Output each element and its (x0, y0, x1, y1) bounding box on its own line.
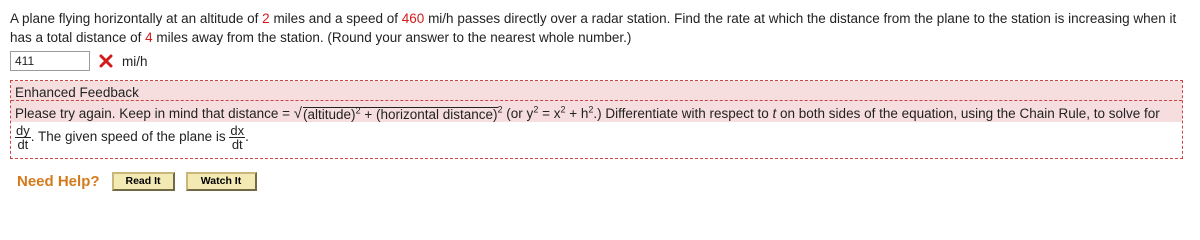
incorrect-x-icon (99, 54, 113, 68)
feedback-text: (altitude) (303, 107, 356, 122)
feedback-heading: Enhanced Feedback (11, 81, 1182, 101)
sqrt-icon: √ (293, 105, 303, 122)
read-it-button[interactable]: Read It (112, 172, 175, 191)
exponent: 2 (533, 104, 539, 115)
question-part: miles and a speed of (269, 11, 402, 26)
feedback-text: = x (538, 106, 561, 121)
fraction-numerator: dx (230, 123, 245, 138)
variable-t: t (772, 106, 777, 121)
feedback-text: on both sides of the equation, using the Chain Rule, to solve for (776, 106, 1160, 121)
feedback-text: Please try again. Keep in mind that distance = (15, 106, 294, 121)
feedback-text: . The given speed of the plane is (30, 129, 230, 145)
help-row (17, 170, 257, 192)
altitude-value: 2 (262, 11, 270, 26)
answer-input[interactable]: 411 (10, 51, 90, 71)
exponent: 2 (355, 105, 361, 116)
question-part: A plane flying horizontally at an altitude of (10, 11, 263, 26)
exponent: 2 (588, 104, 594, 115)
enhanced-feedback-panel (10, 80, 1183, 159)
question-part: mi/h passes directly over a radar station. Find the rate at which the distance from the plane to the station is increasing when it has a total distance of (10, 11, 1177, 45)
feedback-text: . (245, 129, 249, 145)
fraction-numerator: dy (16, 123, 30, 138)
answer-unit: mi/h (122, 53, 148, 69)
exponent: 2 (497, 104, 503, 115)
fraction-denominator: dt (231, 137, 243, 152)
fraction-dx-dt (229, 124, 245, 151)
question-part: miles away from the station. (Round your answer to the nearest whole number.) (152, 30, 632, 45)
need-help-label: Need Help? (17, 172, 100, 190)
feedback-line-1 (11, 101, 1182, 122)
feedback-text: (or y (502, 106, 534, 121)
feedback-line-2 (11, 122, 1182, 158)
fraction-dy-dt (15, 124, 31, 151)
sqrt-expression (294, 107, 498, 122)
answer-row (10, 51, 148, 71)
feedback-text: + h (565, 106, 589, 121)
speed-value: 460 (401, 11, 425, 26)
fraction-denominator: dt (17, 137, 29, 152)
feedback-text: + (horizontal distance) (360, 107, 498, 122)
distance-value: 4 (145, 30, 153, 45)
exponent: 2 (560, 104, 566, 115)
watch-it-button[interactable]: Watch It (186, 172, 257, 191)
feedback-text: .) Differentiate with respect to (593, 106, 773, 121)
question-text (10, 9, 1180, 47)
